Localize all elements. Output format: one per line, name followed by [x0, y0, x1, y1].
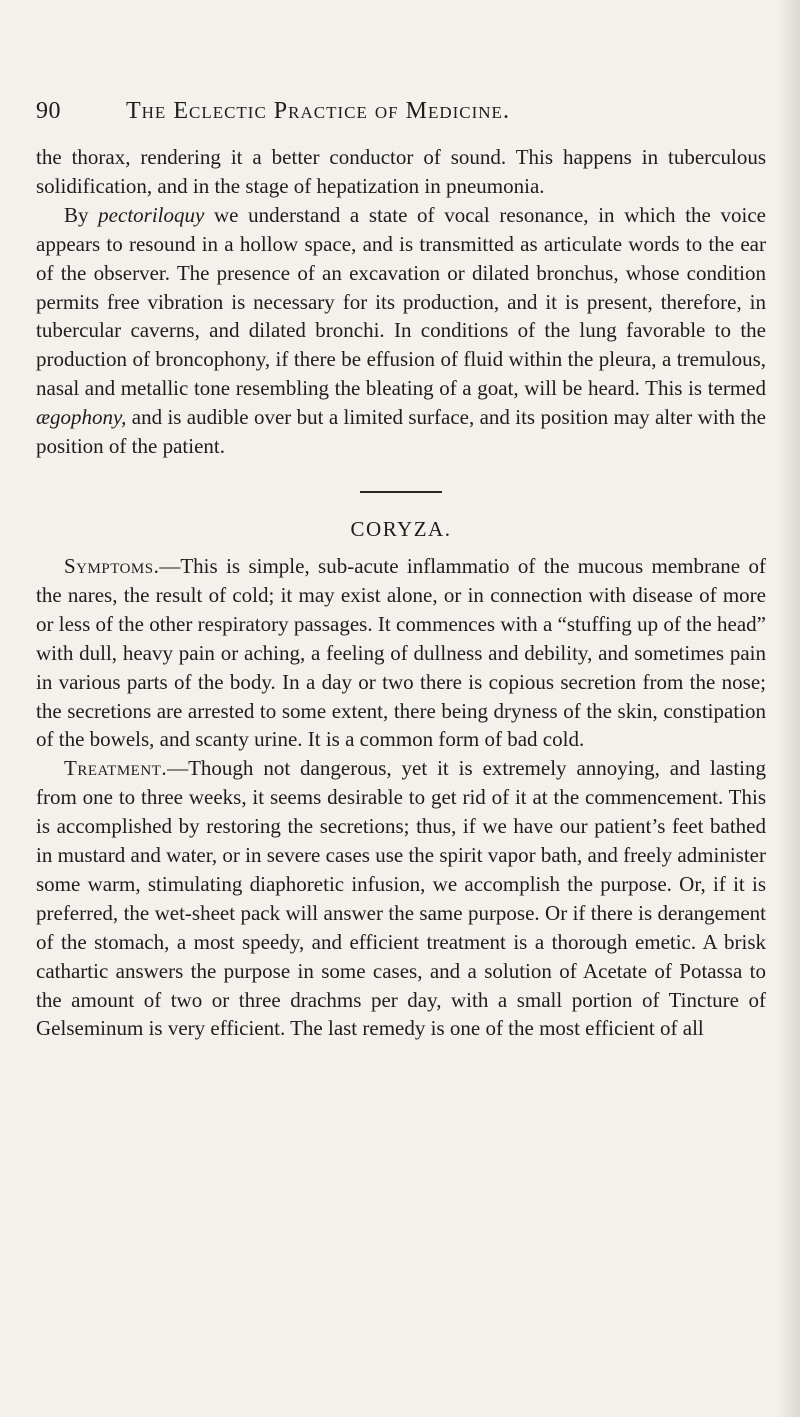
page-edge-shadow: [778, 0, 800, 1417]
section-body: [36, 552, 766, 1043]
paragraph: [36, 201, 766, 461]
paragraph-text: and is audible over but a limited surface, and its position may alter with the position of the patient.: [36, 405, 766, 459]
running-header: [36, 98, 766, 125]
italic-term: pectoriloquy: [98, 202, 205, 227]
section-divider: [360, 491, 442, 493]
run-in-heading: Symptoms.: [64, 553, 160, 578]
paragraph: [36, 552, 766, 754]
book-page: [36, 98, 766, 1043]
intro-text: [36, 143, 766, 461]
page-number: 90: [36, 98, 61, 124]
running-title: The Eclectic Practice of Medicine.: [126, 98, 510, 124]
section-title: CORYZA.: [350, 516, 452, 541]
paragraph-text: we understand a state of vocal resonance, in which the voice appears to resound in a hollow space, and is transmitted as articulate words to the ear of the observer. The presence of an excavation or dilated bronchus, whose condition permits free vibration is necessary for its production, and it is present, therefore, in tubercular caverns, and dilated bronchi. In conditions of the lung favorable to the production of broncophony, if there be effusion of fluid within the pleura, a tremulous, nasal and metallic tone resembling the bleating of a goat, will be heard. This is termed: [36, 202, 766, 401]
paragraph: [36, 754, 766, 1043]
italic-term: ægophony,: [36, 405, 127, 430]
run-in-heading: Treatment.: [64, 756, 168, 781]
paragraph-text: the thorax, rendering it a better conductor of sound. This happens in tuberculous solidification, and in the stage of hepatization in pneumonia.: [36, 145, 766, 198]
paragraph: [36, 143, 766, 201]
paragraph-text: —This is simple, sub-acute inflammatio of the mucous membrane of the nares, the result of cold; it may exist alone, or in connection with disease of more or less of the other respiratory passages. It commences with a “stuffing up of the head” with dull, heavy pain or aching, a feeling of dullness and debility, and sometimes pain in various parts of the body. In a day or two there is copious secretion from the nose; the secretions are arrested to some extent, there being dryness of the skin, constipation of the bowels, and scanty urine. It is a common form of bad cold.: [36, 553, 766, 752]
paragraph-text: —Though not dangerous, yet it is extremely annoying, and lasting from one to three weeks, it seems desirable to get rid of it at the commencement. This is accomplished by restoring the secretions; thus, if we have our patient’s feet bathed in mustard and water, or in severe cases use the spirit vapor bath, and freely administer some warm, stimulating diaphoretic infusion, we accomplish the purpose. Or, if it is preferred, the wet-sheet pack will answer the same purpose. Or if there is derangement of the stomach, a most speedy, and efficient treatment is a thorough emetic. A brisk cathartic answers the purpose in some cases, and a solution of Acetate of Potassa to the amount of two or three drachms per day, with a small portion of Tincture of Gelseminum is very efficient. The last remedy is one of the most efficient of all: [36, 756, 766, 1041]
paragraph-text: By: [64, 202, 99, 227]
